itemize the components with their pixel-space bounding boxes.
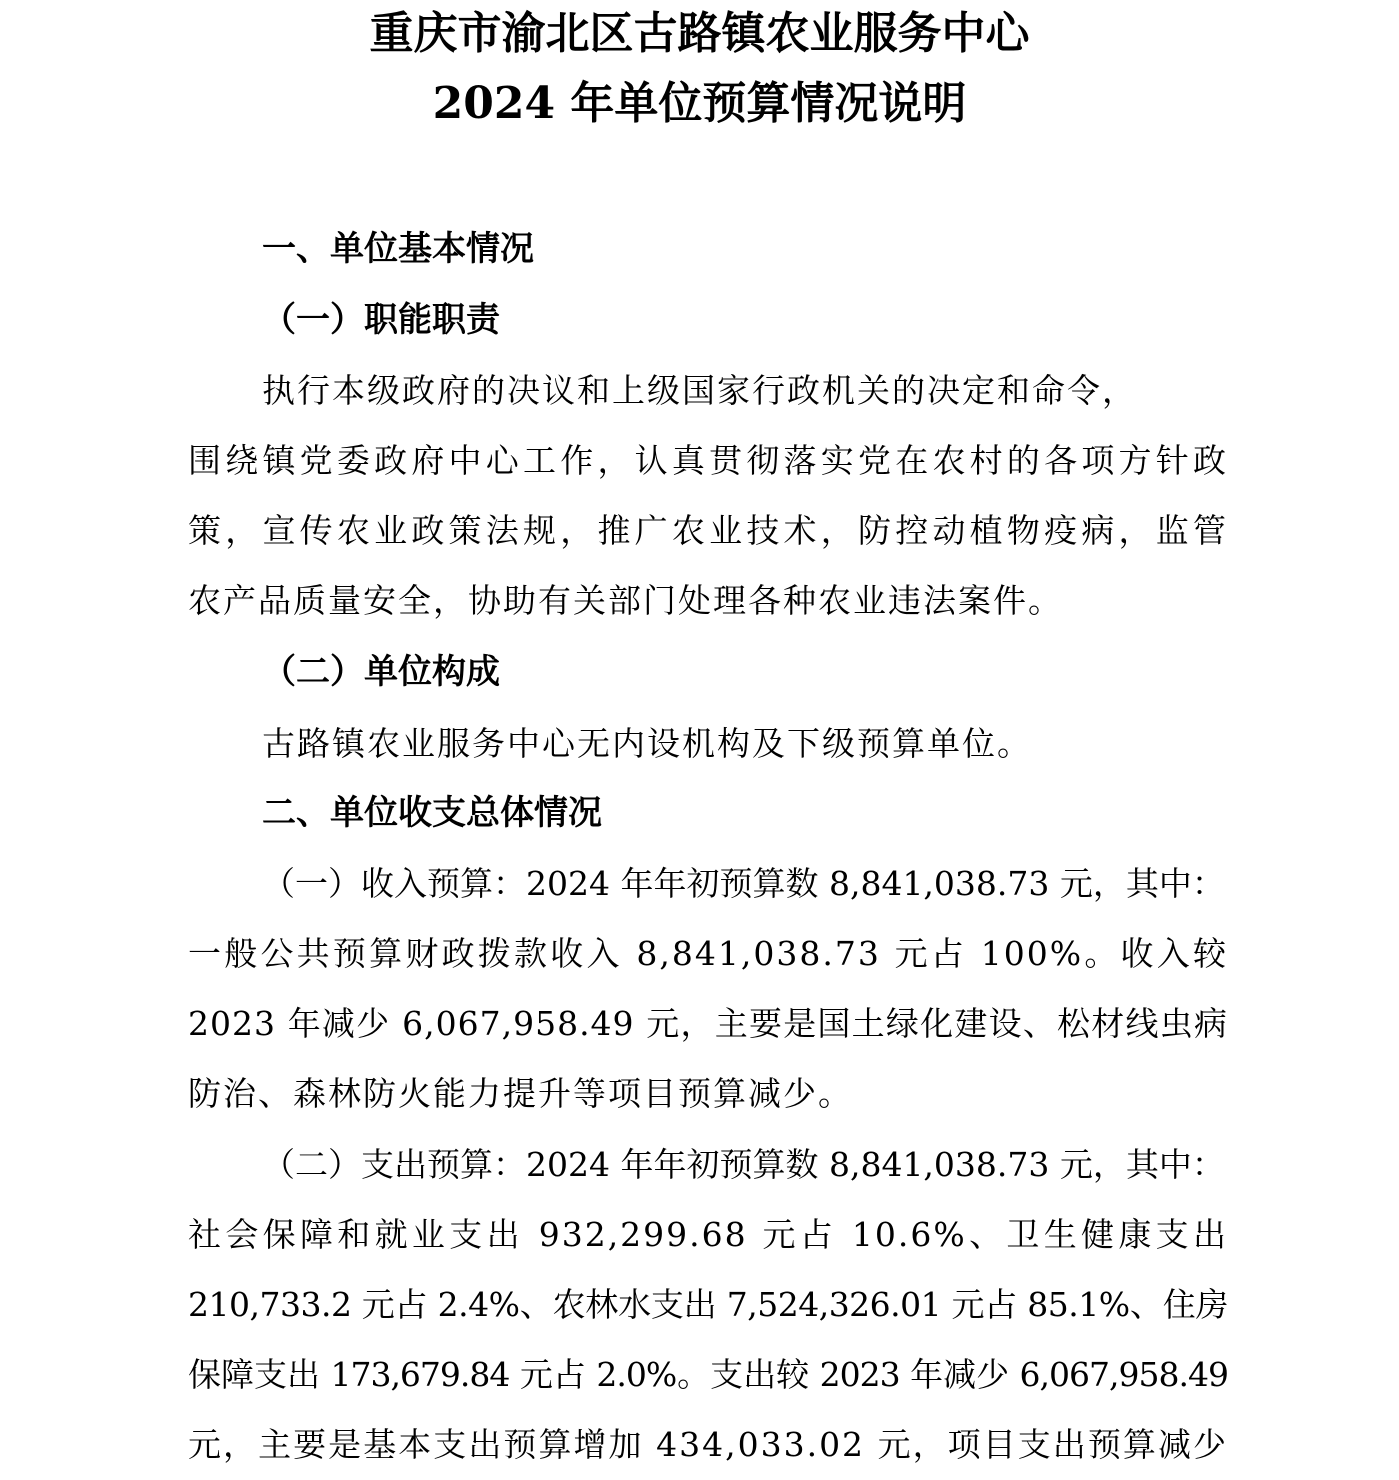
paragraph-line: 防治、森林防火能力提升等项目预算减少。 (188, 1074, 853, 1113)
paragraph-functions (188, 356, 1228, 636)
paragraph-line: （一）收入预算：2024 年年初预算数 8,841,038.73 元，其中： (262, 864, 1225, 903)
paragraph-line: 一般公共预算财政拨款收入 8,841,038.73 元占 100%。收入较 (188, 934, 1228, 973)
paragraph-line: 保障支出 173,679.84 元占 2.0%。支出较 2023 年减少 6,067,958.49 (188, 1355, 1228, 1394)
subsection-heading-functions: （一）职能职责 (262, 300, 500, 340)
document-title-line1: 重庆市渝北区古路镇农业服务中心 (369, 8, 1030, 59)
paragraph-line: 社会保障和就业支出 932,299.68 元占 10.6%、卫生健康支出 (188, 1215, 1228, 1254)
paragraph-income-budget (188, 849, 1228, 1129)
paragraph-line: 策，宣传农业政策法规，推广农业技术，防控动植物疫病，监管 (188, 511, 1228, 550)
section-heading-basic-info: 一、单位基本情况 (262, 229, 534, 269)
paragraph-line: 2023 年减少 6,067,958.49 元，主要是国土绿化建设、松材线虫病 (188, 1004, 1228, 1043)
paragraph-line: 围绕镇党委政府中心工作，认真贯彻落实党在农村的各项方针政 (188, 441, 1228, 480)
paragraph-line: 执行本级政府的决议和上级国家行政机关的决定和命令， (262, 371, 1137, 410)
paragraph-composition (188, 709, 1228, 779)
subsection-heading-composition: （二）单位构成 (262, 652, 500, 692)
document-title-line2: 2024 年单位预算情况说明 (432, 78, 967, 129)
section-heading-revenue-expenditure: 二、单位收支总体情况 (262, 793, 602, 833)
paragraph-expense-budget (188, 1130, 1228, 1480)
paragraph-line: 元，主要是基本支出预算增加 434,033.02 元，项目支出预算减少 (188, 1425, 1228, 1464)
paragraph-line: 农产品质量安全，协助有关部门处理各种农业违法案件。 (188, 581, 1063, 620)
paragraph-line: （二）支出预算：2024 年年初预算数 8,841,038.73 元，其中： (262, 1145, 1225, 1184)
paragraph-line: 古路镇农业服务中心无内设机构及下级预算单位。 (262, 724, 1032, 763)
paragraph-line: 210,733.2 元占 2.4%、农林水支出 7,524,326.01 元占 85.1%、住房 (188, 1285, 1228, 1324)
